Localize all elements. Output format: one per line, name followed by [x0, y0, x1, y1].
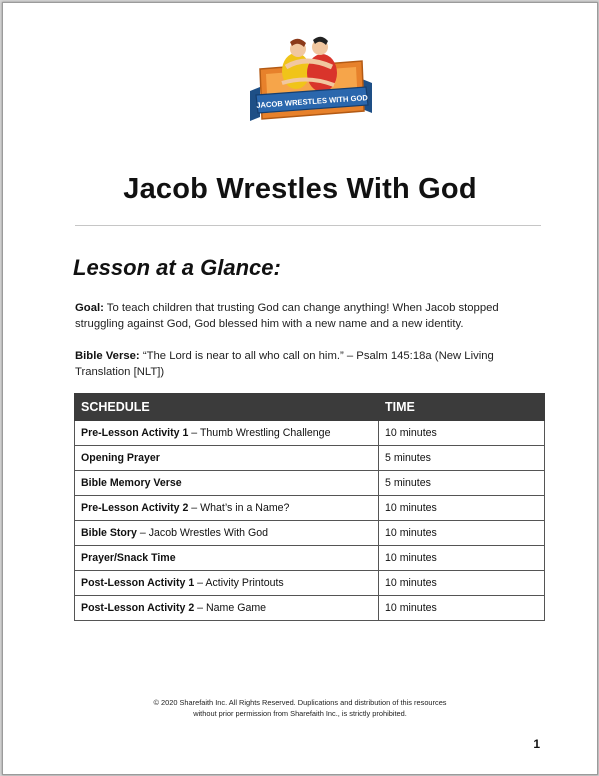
document-page: [2, 2, 598, 775]
table-row: [75, 496, 545, 521]
activity-detail: – What’s in a Name?: [188, 502, 290, 514]
time-cell: 10 minutes: [379, 571, 545, 596]
activity-cell: [75, 546, 379, 571]
activity-name: Pre-Lesson Activity 2: [81, 502, 189, 514]
activity-cell: [75, 471, 379, 496]
table-row: [75, 521, 545, 546]
activity-detail: – Name Game: [194, 602, 267, 614]
table-row: [75, 596, 545, 621]
time-cell: 5 minutes: [379, 446, 545, 471]
logo-banner-text: JACOB WRESTLES WITH GOD: [255, 93, 369, 110]
activity-cell: [75, 421, 379, 446]
goal-text: To teach children that trusting God can change anything! When Jacob stopped struggling against God, God blessed him with a new name and a new identity.: [75, 302, 499, 330]
activity-name: Opening Prayer: [81, 452, 160, 464]
table-row: [75, 446, 545, 471]
bible-verse-label: Bible Verse:: [75, 350, 140, 362]
activity-name: Post-Lesson Activity 1: [81, 577, 195, 589]
time-cell: 10 minutes: [379, 496, 545, 521]
page-number: 1: [533, 737, 540, 751]
table-row: [75, 471, 545, 496]
schedule-header-row: [75, 394, 545, 421]
goal-paragraph: [75, 300, 545, 332]
table-row: [75, 546, 545, 571]
activity-detail: – Jacob Wrestles With God: [136, 527, 269, 539]
activity-name: Pre-Lesson Activity 1: [81, 427, 189, 439]
activity-detail: – Thumb Wrestling Challenge: [188, 427, 331, 439]
activity-cell: [75, 521, 379, 546]
activity-cell: [75, 596, 379, 621]
goal-label: Goal:: [75, 302, 104, 314]
footer-line-2: without prior permission from Sharefaith Inc., is strictly prohibited.: [193, 709, 407, 718]
time-cell: 10 minutes: [379, 546, 545, 571]
footer-line-1: © 2020 Sharefaith Inc. All Rights Reserved. Duplications and distribution of this resources: [153, 698, 447, 707]
activity-name: Post-Lesson Activity 2: [81, 602, 195, 614]
activity-name: Bible Story: [81, 527, 137, 539]
activity-name: Bible Memory Verse: [81, 477, 182, 489]
time-cell: 10 minutes: [379, 596, 545, 621]
time-cell: 5 minutes: [379, 471, 545, 496]
section-heading: Lesson at a Glance:: [73, 255, 281, 280]
bible-verse-text: “The Lord is near to all who call on him.” – Psalm 145:18a (New Living Translation [NLT]): [75, 350, 494, 378]
lesson-logo: [246, 33, 376, 133]
activity-name: Prayer/Snack Time: [81, 552, 176, 564]
schedule-header: SCHEDULE: [75, 394, 379, 421]
activity-cell: [75, 496, 379, 521]
activity-detail: – Activity Printouts: [194, 577, 284, 589]
time-header: TIME: [379, 394, 545, 421]
time-cell: 10 minutes: [379, 521, 545, 546]
copyright-footer: [3, 697, 597, 719]
table-row: [75, 571, 545, 596]
activity-cell: [75, 446, 379, 471]
activity-cell: [75, 571, 379, 596]
bible-verse-paragraph: [75, 348, 545, 380]
schedule-table: [74, 393, 545, 621]
table-row: [75, 421, 545, 446]
time-cell: 10 minutes: [379, 421, 545, 446]
page-title: Jacob Wrestles With God: [123, 173, 477, 205]
title-divider: [75, 225, 541, 226]
